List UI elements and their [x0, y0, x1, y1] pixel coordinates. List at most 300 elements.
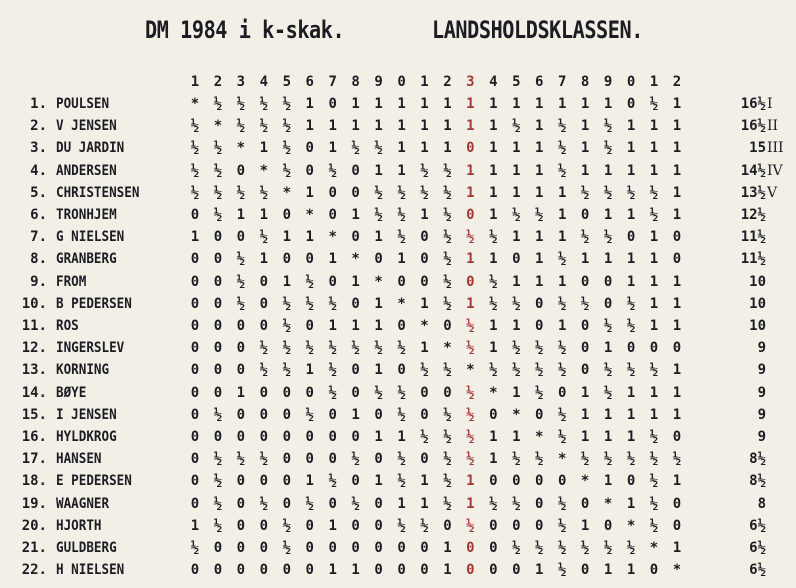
result-cell: ½	[557, 295, 567, 312]
result-cell: 0	[259, 318, 269, 334]
result-cell: 0	[305, 251, 314, 268]
result-cell: 1	[512, 384, 521, 401]
result-cell: 0	[512, 251, 521, 268]
result-cell: ½	[489, 295, 498, 312]
result-cell: 1	[649, 162, 659, 179]
result-cell: 1	[351, 96, 360, 112]
result-cell: 0	[351, 429, 360, 445]
result-cell: 1	[489, 118, 498, 135]
result-cell: ½	[557, 517, 567, 534]
result-cell: 0	[328, 96, 337, 112]
result-cell: 0	[672, 495, 682, 512]
result-cell: 0	[466, 562, 475, 579]
result-cell: 0	[236, 517, 246, 534]
result-cell: 0	[236, 340, 246, 357]
result-cell: 0	[351, 384, 360, 401]
result-cell: *	[328, 229, 337, 246]
result-cell: 0	[489, 517, 498, 534]
result-cell: 0	[190, 562, 200, 579]
result-cell: ½	[626, 362, 636, 379]
player-rank: 1.	[30, 96, 47, 112]
result-cell: *	[649, 540, 659, 556]
result-cell: 1	[649, 295, 659, 312]
result-cell: 0	[236, 429, 246, 445]
result-cell: ½	[626, 451, 636, 468]
result-cell: ½	[282, 118, 292, 135]
result-cell: 0	[351, 295, 360, 312]
result-cell: ½	[282, 140, 292, 157]
result-cell: *	[626, 517, 636, 534]
result-cell: ½	[328, 162, 337, 179]
result-cell: 0	[672, 229, 682, 246]
player-row	[0, 362, 796, 383]
result-cell: ½	[213, 207, 223, 223]
result-cell: 1	[672, 362, 682, 379]
player-score: 15	[749, 140, 766, 157]
result-cell: 0	[236, 362, 246, 379]
player-score: 16½	[740, 118, 766, 135]
result-cell: ½	[512, 207, 521, 223]
result-cell: ½	[420, 362, 429, 379]
result-cell: 1	[672, 140, 682, 157]
result-cell: 1	[305, 118, 314, 135]
result-cell: 0	[580, 340, 590, 357]
result-cell: 0	[397, 362, 406, 379]
result-cell: *	[557, 451, 567, 468]
player-rank: 17.	[21, 451, 47, 468]
result-cell: 1	[603, 96, 613, 112]
result-cell: ½	[236, 251, 246, 268]
result-cell: 0	[328, 207, 337, 223]
result-cell: ½	[397, 184, 406, 201]
result-cell: 0	[328, 495, 337, 512]
result-cell: ½	[580, 184, 590, 201]
player-row	[0, 540, 796, 561]
result-cell: 1	[603, 340, 613, 357]
result-cell: ½	[466, 318, 475, 334]
result-cell: 1	[397, 495, 406, 512]
column-number: 7	[328, 74, 337, 90]
result-cell: 1	[489, 207, 498, 223]
result-cell: ½	[603, 318, 613, 334]
player-rank: 3.	[30, 140, 47, 157]
result-cell: ½	[236, 96, 246, 112]
result-cell: 1	[420, 140, 429, 157]
result-cell: ½	[397, 384, 406, 401]
player-rank: 13.	[21, 362, 47, 379]
player-name: E PEDERSEN	[56, 473, 132, 490]
result-cell: ½	[489, 229, 498, 246]
result-cell: 0	[626, 96, 636, 112]
result-cell: 1	[580, 384, 590, 401]
result-cell: ½	[512, 540, 521, 556]
result-cell: 1	[443, 140, 452, 157]
result-cell: ½	[535, 451, 544, 468]
result-cell: 0	[213, 251, 223, 268]
player-rank: 10.	[21, 295, 47, 312]
result-cell: 1	[259, 207, 269, 223]
result-cell: 0	[351, 362, 360, 379]
player-rank: 9.	[30, 273, 47, 290]
column-number: 3	[236, 74, 246, 90]
result-cell: ½	[466, 429, 475, 445]
result-cell: 0	[236, 473, 246, 490]
result-cell: 0	[236, 229, 246, 246]
result-cell: 0	[535, 473, 544, 490]
result-cell: 1	[535, 96, 544, 112]
player-score: 10	[749, 318, 766, 334]
result-cell: ½	[236, 295, 246, 312]
result-cell: 0	[580, 273, 590, 290]
result-cell: 0	[259, 540, 269, 556]
result-cell: *	[282, 184, 292, 201]
result-cell: ½	[305, 295, 314, 312]
result-cell: 1	[672, 162, 682, 179]
player-name: GULDBERG	[56, 540, 117, 556]
player-name: CHRISTENSEN	[56, 184, 140, 201]
result-cell: ½	[213, 517, 223, 534]
result-cell: 1	[672, 473, 682, 490]
result-cell: 1	[420, 473, 429, 490]
result-cell: ½	[557, 162, 567, 179]
result-cell: 1	[649, 229, 659, 246]
result-cell: 1	[672, 118, 682, 135]
result-cell: ½	[649, 451, 659, 468]
result-cell: ½	[489, 273, 498, 290]
player-name: B PEDERSEN	[56, 295, 132, 312]
result-cell: 1	[626, 273, 636, 290]
result-cell: ½	[190, 118, 200, 135]
result-cell: ½	[535, 540, 544, 556]
result-cell: 1	[420, 96, 429, 112]
result-cell: ½	[626, 540, 636, 556]
column-number: 4	[489, 74, 498, 90]
result-cell: 1	[580, 162, 590, 179]
result-cell: 1	[489, 429, 498, 445]
player-row	[0, 185, 796, 206]
result-cell: 1	[626, 495, 636, 512]
player-row	[0, 318, 796, 339]
result-cell: 1	[374, 295, 383, 312]
result-cell: 0	[351, 473, 360, 490]
result-cell: 1	[397, 429, 406, 445]
result-cell: ½	[351, 451, 360, 468]
result-cell: 0	[489, 562, 498, 579]
result-cell: 1	[580, 140, 590, 157]
result-cell: 0	[328, 451, 337, 468]
result-cell: 1	[626, 140, 636, 157]
result-cell: 1	[374, 429, 383, 445]
result-cell: 1	[397, 251, 406, 268]
result-cell: 0	[282, 207, 292, 223]
result-cell: 0	[213, 229, 223, 246]
result-cell: 0	[580, 362, 590, 379]
result-cell: ½	[397, 473, 406, 490]
result-cell: ½	[443, 362, 452, 379]
player-row	[0, 407, 796, 428]
result-cell: *	[213, 118, 223, 135]
result-cell: ½	[557, 406, 567, 423]
result-cell: ½	[397, 451, 406, 468]
result-cell: 1	[397, 118, 406, 135]
result-cell: 0	[397, 273, 406, 290]
result-cell: *	[535, 429, 544, 445]
result-cell: 0	[236, 562, 246, 579]
result-cell: 0	[420, 406, 429, 423]
result-cell: 0	[213, 562, 223, 579]
result-cell: 0	[466, 140, 475, 157]
result-cell: 0	[190, 295, 200, 312]
result-cell: ½	[512, 495, 521, 512]
result-cell: 0	[190, 318, 200, 334]
result-cell: 1	[626, 406, 636, 423]
result-cell: ½	[374, 207, 383, 223]
result-cell: 0	[305, 140, 314, 157]
result-cell: 1	[374, 96, 383, 112]
player-name: I JENSEN	[56, 406, 117, 423]
player-row	[0, 385, 796, 406]
column-number: 0	[397, 74, 406, 90]
result-cell: 0	[259, 473, 269, 490]
result-cell: 1	[351, 207, 360, 223]
result-cell: 0	[580, 562, 590, 579]
player-row	[0, 429, 796, 450]
player-score: 9	[757, 340, 766, 357]
result-cell: ½	[512, 451, 521, 468]
result-cell: 1	[512, 429, 521, 445]
result-cell: ½	[557, 340, 567, 357]
result-cell: 0	[190, 207, 200, 223]
result-cell: ½	[512, 362, 521, 379]
player-rank: 20.	[21, 517, 47, 534]
result-cell: ½	[443, 162, 452, 179]
class-title: LANDSHOLDSKLASSEN.	[432, 16, 643, 44]
result-cell: ½	[259, 229, 269, 246]
result-cell: 0	[672, 429, 682, 445]
result-cell: ½	[512, 340, 521, 357]
result-cell: ½	[236, 118, 246, 135]
result-cell: ½	[557, 251, 567, 268]
result-cell: 1	[672, 273, 682, 290]
result-cell: 0	[351, 229, 360, 246]
result-cell: ½	[420, 429, 429, 445]
result-cell: 0	[580, 495, 590, 512]
result-cell: *	[351, 251, 360, 268]
result-cell: ½	[603, 451, 613, 468]
player-name: FROM	[56, 273, 87, 290]
result-cell: 0	[535, 318, 544, 334]
result-cell: 0	[351, 184, 360, 201]
result-cell: *	[580, 473, 590, 490]
result-cell: 1	[603, 162, 613, 179]
result-cell: *	[190, 96, 200, 112]
result-cell: 0	[603, 295, 613, 312]
result-cell: 0	[420, 273, 429, 290]
result-cell: 0	[649, 340, 659, 357]
result-cell: 0	[580, 207, 590, 223]
result-cell: ½	[397, 406, 406, 423]
result-cell: ½	[512, 118, 521, 135]
result-cell: ½	[603, 140, 613, 157]
player-name: H NIELSEN	[56, 562, 125, 579]
result-cell: 1	[397, 96, 406, 112]
result-cell: 0	[282, 429, 292, 445]
result-cell: 1	[466, 162, 475, 179]
result-cell: ½	[603, 540, 613, 556]
result-cell: ½	[213, 162, 223, 179]
result-cell: 0	[259, 517, 269, 534]
result-cell: 1	[489, 451, 498, 468]
result-cell: ½	[236, 273, 246, 290]
result-cell: ½	[374, 340, 383, 357]
result-cell: 1	[305, 473, 314, 490]
result-cell: 1	[190, 229, 200, 246]
player-rank: 18.	[21, 473, 47, 490]
result-cell: 0	[236, 495, 246, 512]
result-cell: ½	[557, 540, 567, 556]
result-cell: 0	[512, 562, 521, 579]
player-name: POULSEN	[56, 96, 110, 112]
result-cell: ½	[374, 384, 383, 401]
column-number: 2	[213, 74, 223, 90]
result-cell: ½	[512, 295, 521, 312]
result-cell: ½	[259, 184, 269, 201]
result-cell: 0	[236, 318, 246, 334]
result-cell: 1	[236, 384, 246, 401]
player-rank: 15.	[21, 406, 47, 423]
result-cell: 0	[236, 540, 246, 556]
result-cell: 1	[649, 140, 659, 157]
result-cell: 1	[557, 229, 567, 246]
result-cell: ½	[580, 295, 590, 312]
result-cell: 0	[557, 473, 567, 490]
result-cell: ½	[236, 184, 246, 201]
result-cell: ½	[580, 451, 590, 468]
player-rank: 21.	[21, 540, 47, 556]
result-cell: ½	[443, 251, 452, 268]
result-cell: 0	[190, 340, 200, 357]
player-rank: 5.	[30, 184, 47, 201]
result-cell: ½	[213, 473, 223, 490]
result-cell: 0	[305, 318, 314, 334]
result-cell: ½	[603, 229, 613, 246]
result-cell: ½	[466, 406, 475, 423]
result-cell: *	[236, 140, 246, 157]
player-score: 10	[749, 295, 766, 312]
result-cell: 0	[489, 540, 498, 556]
result-cell: 0	[374, 517, 383, 534]
result-cell: 0	[672, 340, 682, 357]
result-cell: 0	[535, 406, 544, 423]
result-cell: ½	[213, 140, 223, 157]
result-cell: 1	[397, 140, 406, 157]
result-cell: ½	[443, 229, 452, 246]
result-cell: ½	[626, 318, 636, 334]
result-cell: ½	[374, 140, 383, 157]
player-rank: 8.	[30, 251, 47, 268]
player-name: GRANBERG	[56, 251, 117, 268]
result-cell: ½	[213, 451, 223, 468]
player-name: ROS	[56, 318, 79, 334]
result-cell: 1	[626, 118, 636, 135]
player-rank: 14.	[21, 384, 47, 401]
player-score: 10	[749, 273, 766, 290]
column-number: 3	[466, 74, 475, 90]
result-cell: 1	[649, 406, 659, 423]
result-cell: 0	[374, 251, 383, 268]
result-cell: ½	[351, 495, 360, 512]
result-cell: 0	[236, 406, 246, 423]
result-cell: 1	[672, 295, 682, 312]
result-cell: 1	[535, 162, 544, 179]
result-cell: 1	[305, 362, 314, 379]
player-row	[0, 163, 796, 184]
result-cell: 1	[305, 229, 314, 246]
result-cell: ½	[649, 184, 659, 201]
result-cell: 0	[420, 540, 429, 556]
result-cell: 1	[557, 184, 567, 201]
result-cell: ½	[259, 451, 269, 468]
player-placement: II	[767, 118, 779, 135]
result-cell: 0	[351, 540, 360, 556]
result-cell: ½	[420, 517, 429, 534]
player-row	[0, 251, 796, 272]
result-cell: 1	[672, 384, 682, 401]
result-cell: 0	[535, 295, 544, 312]
result-cell: *	[259, 162, 269, 179]
result-cell: 1	[351, 562, 360, 579]
result-cell: 0	[328, 406, 337, 423]
page-title: DM 1984 i k-skak.	[145, 16, 345, 44]
result-cell: 1	[374, 473, 383, 490]
player-row	[0, 229, 796, 250]
result-cell: 0	[190, 429, 200, 445]
result-cell: 1	[535, 184, 544, 201]
result-cell: 1	[420, 118, 429, 135]
result-cell: 0	[213, 273, 223, 290]
player-rank: 7.	[30, 229, 47, 246]
result-cell: ½	[328, 473, 337, 490]
result-cell: *	[672, 562, 682, 579]
result-cell: 0	[397, 318, 406, 334]
player-rank: 16.	[21, 429, 47, 445]
result-cell: 0	[282, 451, 292, 468]
result-cell: 0	[328, 540, 337, 556]
result-cell: 0	[305, 540, 314, 556]
column-number: 5	[512, 74, 521, 90]
result-cell: 0	[305, 517, 314, 534]
result-cell: 0	[672, 251, 682, 268]
result-cell: ½	[557, 429, 567, 445]
result-cell: 0	[420, 562, 429, 579]
result-cell: 0	[282, 495, 292, 512]
result-cell: 0	[420, 251, 429, 268]
result-cell: 1	[557, 318, 567, 334]
result-cell: ½	[351, 340, 360, 357]
result-cell: 1	[603, 251, 613, 268]
result-cell: ½	[282, 295, 292, 312]
result-cell: 0	[397, 540, 406, 556]
player-score: 9	[757, 429, 766, 445]
player-row	[0, 562, 796, 583]
result-cell: 0	[512, 517, 521, 534]
result-cell: 1	[603, 473, 613, 490]
player-name: G NIELSEN	[56, 229, 125, 246]
result-cell: 1	[489, 140, 498, 157]
result-cell: 1	[603, 429, 613, 445]
result-cell: ½	[443, 295, 452, 312]
player-rank: 12.	[21, 340, 47, 357]
